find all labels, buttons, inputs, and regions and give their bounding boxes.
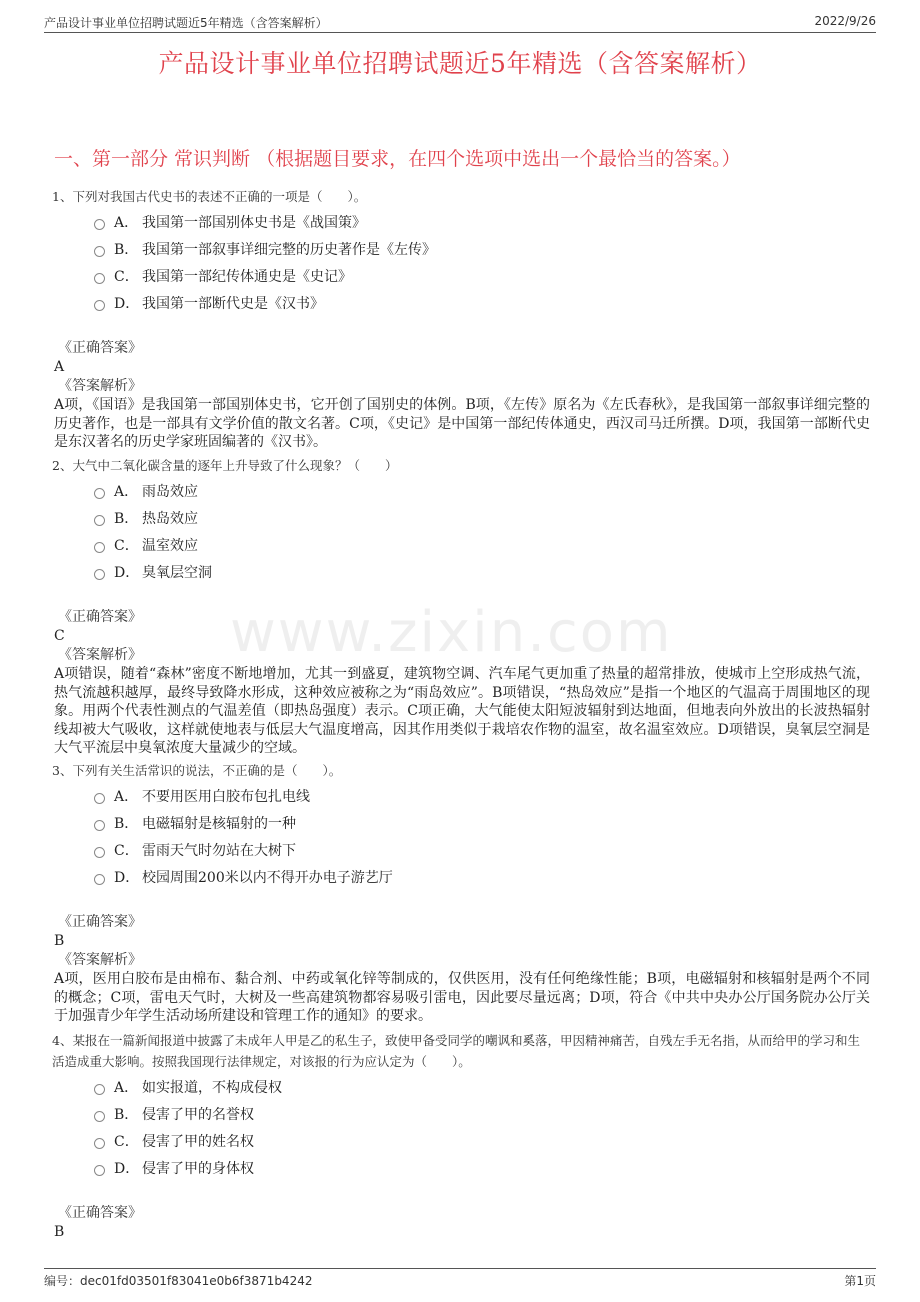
radio-icon[interactable] <box>94 219 105 230</box>
correct-answer: B <box>54 1224 65 1240</box>
answer-label: 《正确答案》 <box>58 340 142 356</box>
correct-answer: B <box>54 933 65 949</box>
radio-icon[interactable] <box>94 1165 105 1176</box>
radio-icon[interactable] <box>94 515 105 526</box>
option-c[interactable]: C． 温室效应 <box>94 534 870 561</box>
radio-icon[interactable] <box>94 542 105 553</box>
radio-icon[interactable] <box>94 300 105 311</box>
option-c[interactable]: C． 侵害了甲的姓名权 <box>94 1130 870 1157</box>
radio-icon[interactable] <box>94 1138 105 1149</box>
option-a[interactable]: A． 不要用医用白胶布包扎电线 <box>94 785 870 812</box>
option-b[interactable]: B． 我国第一部叙事详细完整的历史著作是《左传》 <box>94 238 870 265</box>
question-1 <box>52 186 870 452</box>
page-footer <box>44 1268 876 1290</box>
answer-label: 《正确答案》 <box>58 609 142 625</box>
option-d[interactable]: D． 校园周围200米以内不得开办电子游艺厅 <box>94 866 870 893</box>
section-heading: 一、第一部分 常识判断 （根据题目要求，在四个选项中选出一个最恰当的答案。） <box>54 148 741 170</box>
option-d[interactable]: D． 臭氧层空洞 <box>94 561 870 588</box>
option-a[interactable]: A． 如实报道，不构成侵权 <box>94 1076 870 1103</box>
option-d[interactable]: D． 我国第一部断代史是《汉书》 <box>94 292 870 319</box>
radio-icon[interactable] <box>94 246 105 257</box>
question-2 <box>52 455 870 758</box>
option-a[interactable]: A． 我国第一部国别体史书是《战国策》 <box>94 211 870 238</box>
page-header <box>44 14 876 33</box>
explanation-text: A项，医用白胶布是由棉布、黏合剂、中药或氧化锌等制成的，仅供医用，没有任何绝缘性能；B项，电磁辐射和核辐射是两个不同的概念；C项，雷电天气时，大树及一些高建筑物都容易吸引雷电，因此要尽量远离；D项，符合《中共中央办公厅国务院办公厅关于加强青少年学生活动场所建设和管理工作的通知》的要求。 <box>54 971 870 1024</box>
option-b[interactable]: B． 热岛效应 <box>94 507 870 534</box>
radio-icon[interactable] <box>94 488 105 499</box>
explanation-label: 《答案解析》 <box>58 647 142 663</box>
explanation-label: 《答案解析》 <box>58 952 142 968</box>
radio-icon[interactable] <box>94 874 105 885</box>
radio-icon[interactable] <box>94 569 105 580</box>
radio-icon[interactable] <box>94 847 105 858</box>
answer-label: 《正确答案》 <box>58 914 142 930</box>
watermark: www.zixin.com <box>230 600 673 665</box>
page-number: 第1页 <box>844 1274 876 1288</box>
question-stem: 2、大气中二氧化碳含量的逐年上升导致了什么现象？（ ） <box>52 458 398 473</box>
document-id: 编号：dec01fd03501f83041e0b6f3871b4242 <box>44 1274 313 1288</box>
question-stem: 1、下列对我国古代史书的表述不正确的一项是（ ）。 <box>52 189 367 204</box>
radio-icon[interactable] <box>94 273 105 284</box>
question-3 <box>52 760 870 1026</box>
radio-icon[interactable] <box>94 793 105 804</box>
option-b[interactable]: B． 侵害了甲的名誉权 <box>94 1103 870 1130</box>
question-stem: 3、下列有关生活常识的说法，不正确的是（ ）。 <box>52 763 342 778</box>
header-date: 2022/9/26 <box>814 14 876 28</box>
radio-icon[interactable] <box>94 1084 105 1095</box>
option-c[interactable]: C． 雷雨天气时勿站在大树下 <box>94 839 870 866</box>
option-d[interactable]: D． 侵害了甲的身体权 <box>94 1157 870 1184</box>
option-a[interactable]: A． 雨岛效应 <box>94 480 870 507</box>
answer-label: 《正确答案》 <box>58 1205 142 1221</box>
document-title: 产品设计事业单位招聘试题近5年精选（含答案解析） <box>158 49 762 78</box>
question-stem: 4、某报在一篇新闻报道中披露了未成年人甲是乙的私生子，致使甲备受同学的嘲讽和奚落，甲因精神痛苦，自残左手无名指，从而给甲的学习和生活造成重大影响。按照我国现行法律规定，对该报的行为应认定为（ ）。 <box>52 1033 860 1069</box>
correct-answer: A <box>54 359 65 375</box>
radio-icon[interactable] <box>94 1111 105 1122</box>
option-c[interactable]: C． 我国第一部纪传体通史是《史记》 <box>94 265 870 292</box>
option-b[interactable]: B． 电磁辐射是核辐射的一种 <box>94 812 870 839</box>
header-title: 产品设计事业单位招聘试题近5年精选（含答案解析） <box>44 16 328 30</box>
radio-icon[interactable] <box>94 820 105 831</box>
explanation-label: 《答案解析》 <box>58 378 142 394</box>
explanation-text: A项，《国语》是我国第一部国别体史书，它开创了国别史的体例。B项，《左传》原名为《左氏春秋》，是我国第一部叙事详细完整的历史著作，也是一部具有文学价值的散文名著。C项，《史记》是中国第一部纪传体通史，西汉司马迁所撰。D项，我国第一部断代史是东汉著名的历史学家班固编著的《汉书》。 <box>54 397 870 450</box>
question-4 <box>52 1030 870 1242</box>
correct-answer: C <box>54 628 65 644</box>
explanation-text: A项错误，随着“森林”密度不断地增加，尤其一到盛夏，建筑物空调、汽车尾气更加重了热量的超常排放，使城市上空形成热气流，热气流越积越厚，最终导致降水形成，这种效应被称之为“雨岛效应”。B项错误，“热岛效应”是指一个地区的气温高于周围地区的现象。用两个代表性测点的气温差值（即热岛强度）表示。C项正确，大气能使太阳短波辐射到达地面，但地表向外放出的长波热辐射线却被大气吸收，这样就使地表与低层大气温度增高，因其作用类似于栽培农作物的温室，故名温室效应。D项错误，臭氧层空洞是大气平流层中臭氧浓度大量减少的空域。 <box>54 666 870 756</box>
